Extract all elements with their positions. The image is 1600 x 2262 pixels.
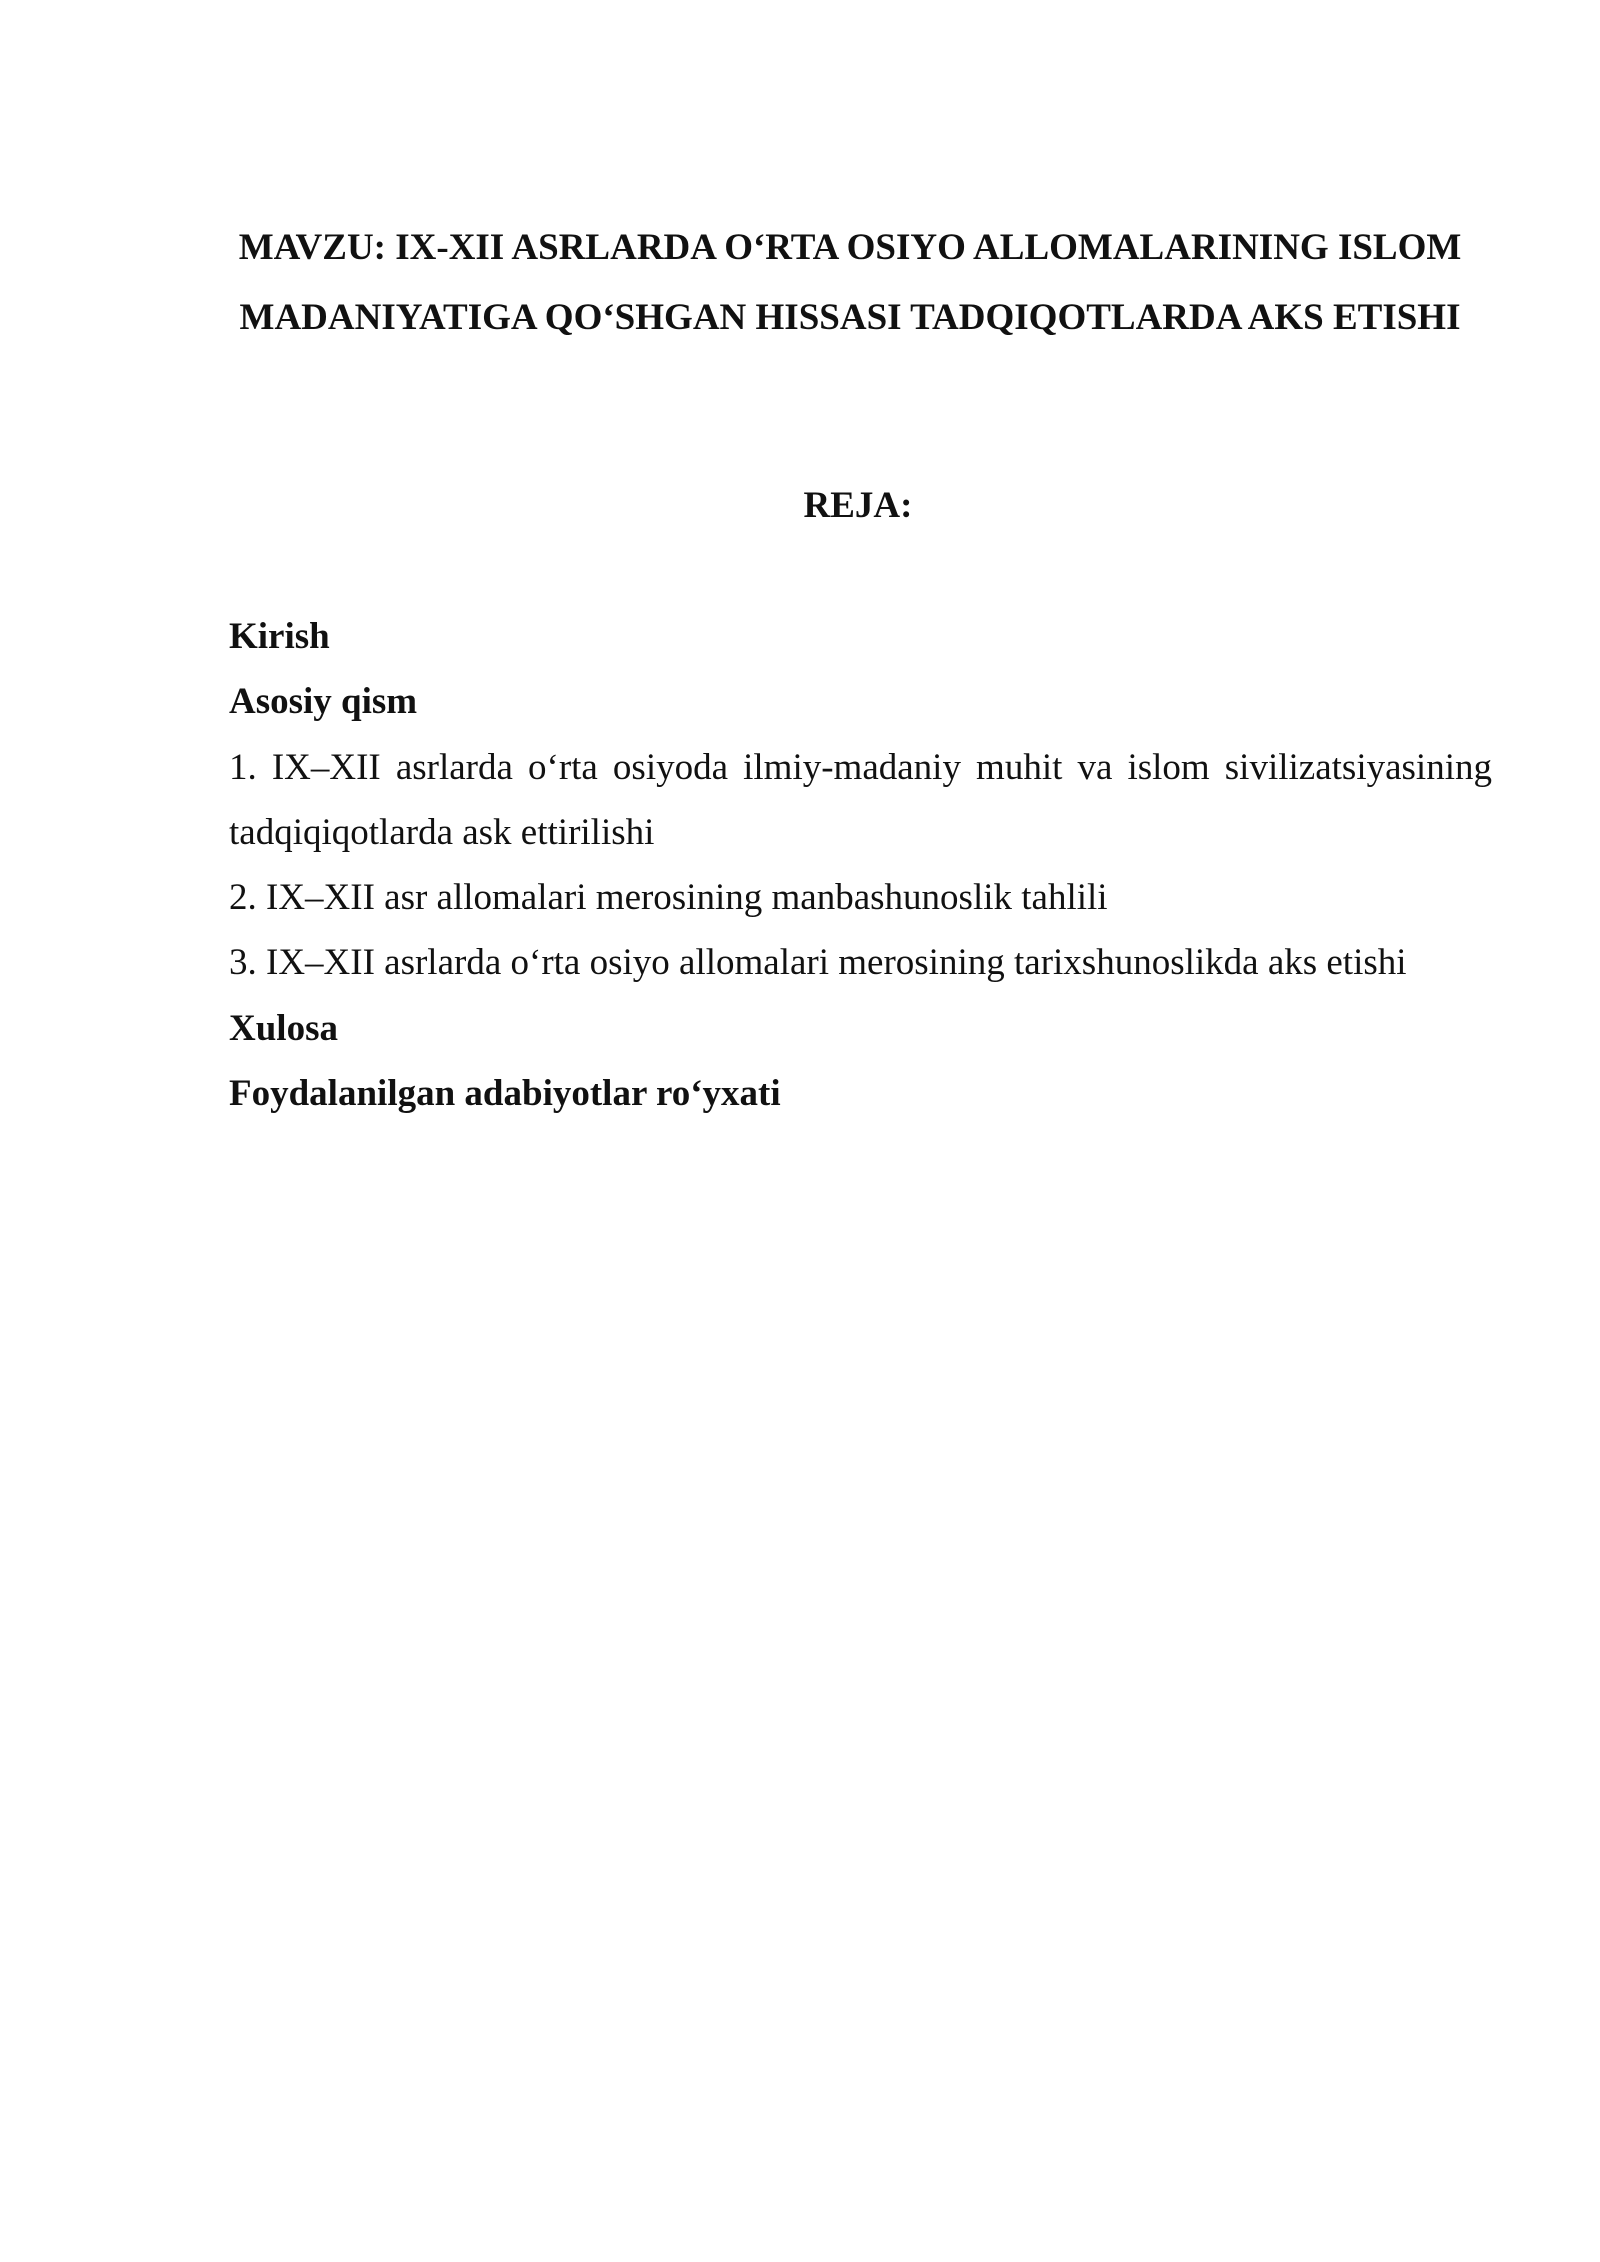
plan-item-conclusion: Xulosa [229, 1007, 338, 1049]
document-title [200, 213, 1500, 353]
plan-list [229, 604, 1529, 1126]
plan-item-main-part: Asosiy qism [229, 681, 418, 723]
plan-item-2: 2. IX–XII asr allomalari merosining manbashunoslik tahlili [229, 877, 1108, 919]
plan-item-intro: Kirish [229, 616, 330, 657]
plan-item-1-line-1: 1. IX–XII asrlarda o‘rta osiyoda ilmiy-madaniy muhit va islom sivilizatsiyasining [229, 746, 1492, 788]
plan-item-references: Foydalanilgan adabiyotlar ro‘yxati [229, 1073, 781, 1115]
plan-item-1-line-2: tadqiqiqotlarda ask ettirilishi [229, 811, 655, 853]
title-line-1: MAVZU: IX-XII ASRLARDA O‘RTA OSIYO ALLOMALARINING ISLOM [238, 227, 1462, 268]
title-line-2: MADANIYATIGA QO‘SHGAN HISSASI TADQIQOTLARDA AKS ETISHI [239, 297, 1461, 338]
plan-heading: REJA: [803, 485, 913, 526]
plan-item-3: 3. IX–XII asrlarda o‘rta osiyo allomalari merosining tarixshunoslikda aks etishi [229, 942, 1407, 984]
